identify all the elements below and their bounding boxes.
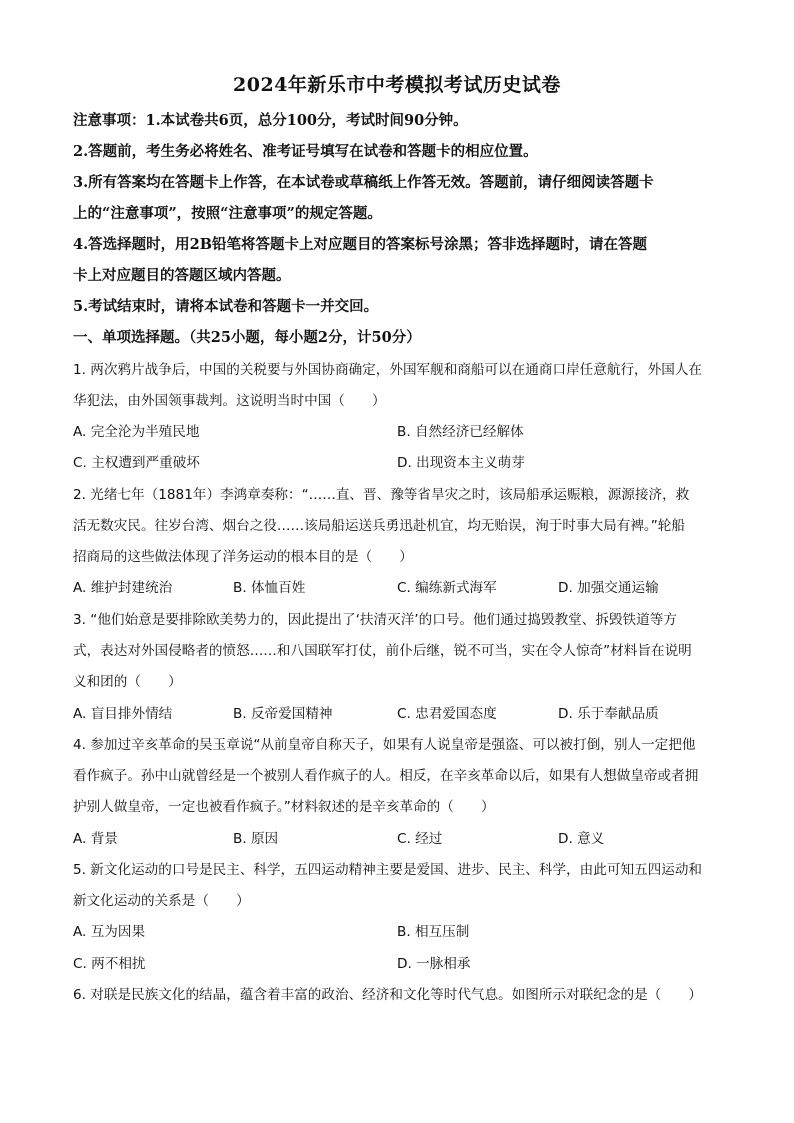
question-5-option-a[interactable]: A. 互为因果	[73, 924, 146, 940]
question-2-option-a[interactable]: A. 维护封建统治	[73, 580, 173, 596]
section-heading: 一、单项选择题。（共25小题，每小题2分，计50分）	[73, 329, 421, 346]
question-5-text: 新文化运动的关系是（ ）	[73, 893, 250, 909]
question-1-option-b[interactable]: B. 自然经济已经解体	[397, 424, 524, 440]
question-1-text: 华犯法，由外国领事裁判。这说明当时中国（ ）	[73, 393, 386, 409]
question-2-text: 2. 光绪七年（1881年）李鸿章奏称：“……直、晋、豫等省旱灾之时，该局船承运赈粮，源源接济，救	[73, 487, 690, 503]
notice-line: 4.答选择题时，用2B铅笔将答题卡上对应题目的答案标号涂黑；答非选择题时，请在答题	[73, 236, 647, 253]
question-4-option-d[interactable]: D. 意义	[558, 831, 605, 847]
question-5-option-c[interactable]: C. 两不相扰	[73, 956, 146, 972]
question-1-option-d[interactable]: D. 出现资本主义萌芽	[397, 455, 525, 471]
question-4-text: 看作疯子。孙中山就曾经是一个被别人看作疯子的人。相反，在辛亥革命以后，如果有人想做皇帝或者拥	[73, 768, 699, 784]
question-5-text: 5. 新文化运动的口号是民主、科学，五四运动精神主要是爱国、进步、民主、科学，由此可知五四运动和	[73, 862, 703, 878]
question-3-option-d[interactable]: D. 乐于奉献品质	[558, 706, 659, 722]
question-4-option-a[interactable]: A. 背景	[73, 831, 118, 847]
question-6-text: 6. 对联是民族文化的结晶，蕴含着丰富的政治、经济和文化等时代气息。如图所示对联纪念的是（ ）	[73, 987, 703, 1003]
notice-line: 5.考试结束时，请将本试卷和答题卡一并交回。	[73, 298, 379, 315]
question-1-option-c[interactable]: C. 主权遭到严重破坏	[73, 455, 200, 471]
question-4-text: 4. 参加过辛亥革命的吴玉章说“从前皇帝自称天子，如果有人说皇帝是强盗、可以被打倒，别人一定把他	[73, 737, 696, 753]
question-2-text: 活无数灾民。往岁台湾、烟台之役……该局船运送兵勇迅赴机宜，均无贻误，洵于时事大局有裨。”轮船	[73, 518, 685, 534]
notice-line: 3.所有答案均在答题卡上作答，在本试卷或草稿纸上作答无效。答题前，请仔细阅读答题卡	[73, 174, 654, 191]
question-2-text: 招商局的这些做法体现了洋务运动的根本目的是（ ）	[73, 549, 413, 565]
notice-line: 卡上对应题目的答题区域内答题。	[73, 267, 291, 284]
question-5-option-d[interactable]: D. 一脉相承	[397, 956, 471, 972]
question-4-option-c[interactable]: C. 经过	[397, 831, 443, 847]
question-2-option-d[interactable]: D. 加强交通运输	[558, 580, 659, 596]
question-1-text: 1. 两次鸦片战争后，中国的关税要与外国协商确定，外国军舰和商船可以在通商口岸任意航行，外国人在	[73, 362, 703, 378]
notice-line: 2.答题前，考生务必将姓名、准考证号填写在试卷和答题卡的相应位置。	[73, 143, 538, 160]
notice-line: 注意事项：1.本试卷共6页，总分100分，考试时间90分钟。	[73, 112, 468, 129]
question-3-option-b[interactable]: B. 反帝爱国精神	[233, 706, 333, 722]
question-3-text: 义和团的（ ）	[73, 674, 182, 690]
question-3-text: 3. “他们始意是要排除欧美势力的，因此提出了‘扶清灭洋’的口号。他们通过捣毁教堂、拆毁铁道等方	[73, 612, 677, 628]
question-3-option-c[interactable]: C. 忠君爱国态度	[397, 706, 497, 722]
question-4-text: 护别人做皇帝，一定也被看作疯子。”材料叙述的是辛亥革命的（ ）	[73, 799, 495, 815]
question-3-option-a[interactable]: A. 盲目排外情结	[73, 706, 173, 722]
question-5-option-b[interactable]: B. 相互压制	[397, 924, 470, 940]
notice-line: 上的“注意事项”，按照“注意事项”的规定答题。	[73, 205, 382, 222]
question-2-option-c[interactable]: C. 编练新式海军	[397, 580, 497, 596]
question-2-option-b[interactable]: B. 体恤百姓	[233, 580, 306, 596]
question-3-text: 式，表达对外国侵略者的愤怒……和八国联军打仗，前仆后继，锐不可当，实在令人惊奇”材料旨在说明	[73, 643, 692, 659]
exam-title: 2024年新乐市中考模拟考试历史试卷	[233, 74, 561, 96]
question-1-option-a[interactable]: A. 完全沦为半殖民地	[73, 424, 200, 440]
question-4-option-b[interactable]: B. 原因	[233, 831, 279, 847]
